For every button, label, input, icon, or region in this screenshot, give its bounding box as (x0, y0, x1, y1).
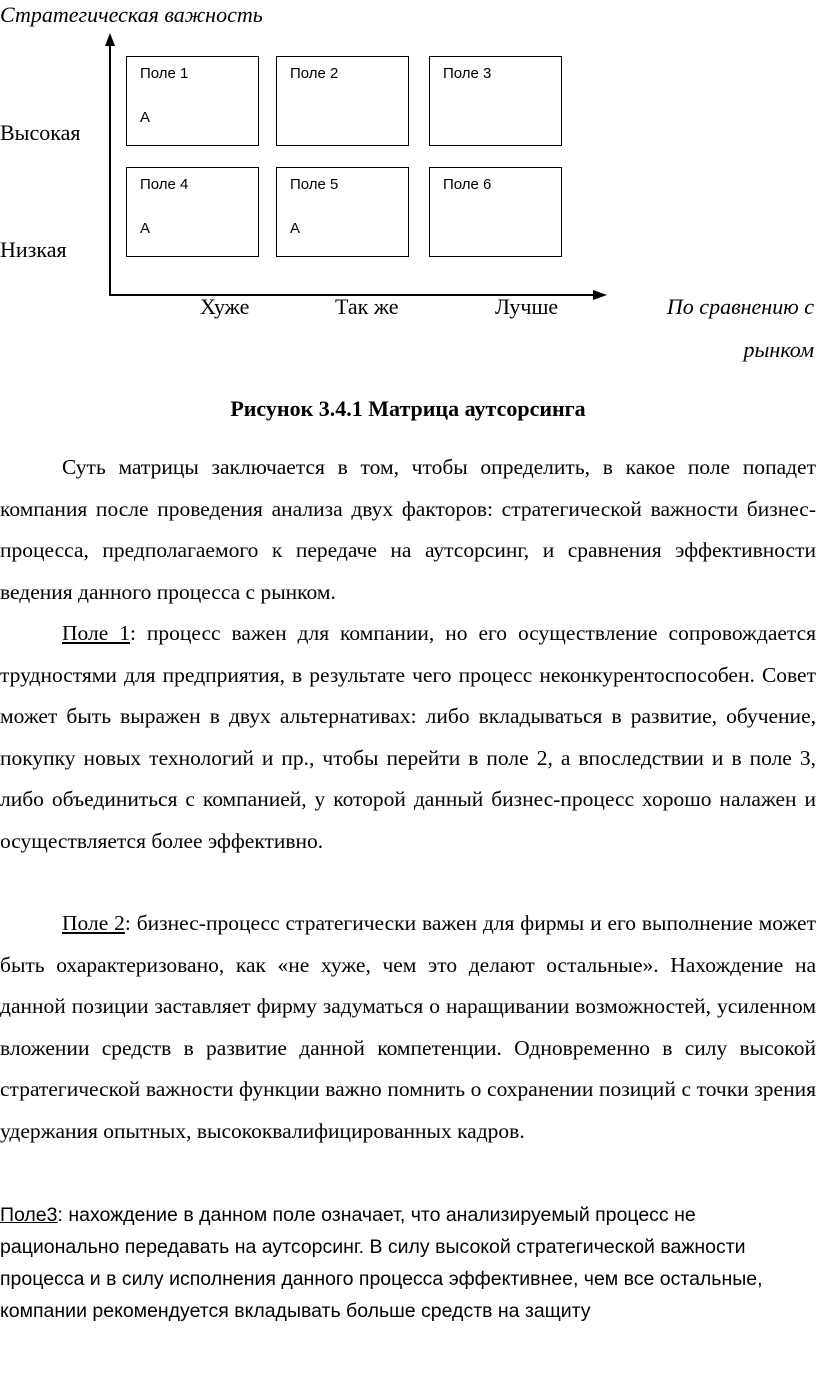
cell-name: Поле 6 (443, 176, 492, 193)
x-label-better: Лучше (495, 294, 559, 319)
term-field-2: Поле 2 (62, 911, 125, 935)
cell-mark: А (140, 220, 151, 237)
x-axis-arrow (593, 290, 607, 300)
y-axis-arrow (105, 33, 115, 46)
paragraph-field-3 (0, 1199, 790, 1327)
paragraph-field-1-text: : процесс важен для компании, но его осуществление сопровождается трудностями для предприятия, в результате чего процесс неконкурентоспособен. Совет может быть выражен в двух альтернативах: либо вкладываться в развитие, обучение, покупку новых технологий и пр., чтобы перейти в поле 2, а впоследствии и в поле 3, либо объединиться с компанией, у которой данный бизнес-процесс хорошо налажен и осуществляется более эффективно. (0, 621, 816, 853)
x-label-worse: Хуже (200, 294, 250, 319)
y-label-low: Низкая (0, 237, 67, 262)
cell-name: Поле 1 (140, 65, 189, 82)
matrix-cell-3 (429, 56, 562, 146)
cell-name: Поле 3 (443, 65, 492, 82)
cell-mark: А (140, 109, 151, 126)
x-axis-title-line2: рынком (743, 337, 814, 362)
paragraph-field-1 (0, 613, 816, 862)
figure-caption: Рисунок 3.4.1 Матрица аутсорсинга (230, 396, 586, 421)
x-label-same: Так же (335, 294, 399, 319)
term-field-3: Поле3 (0, 1204, 58, 1226)
y-label-high: Высокая (0, 120, 81, 145)
y-axis-title: Стратегическая важность (0, 2, 263, 27)
paragraph-field-3-text: : нахождение в данном поле означает, что анализируемый процесс не рационально передавать на аутсорсинг. В силу высокой стратегической важности процесса и в силу исполнения данного процесса эффективнее, чем все остальные, компании рекомендуется вкладывать больше средств на защиту (0, 1204, 763, 1322)
matrix-cell-6 (429, 167, 562, 257)
paragraph-field-2 (0, 903, 816, 1152)
cell-name: Поле 2 (290, 65, 339, 82)
cell-mark: А (290, 220, 301, 237)
matrix-cell-4 (126, 167, 259, 257)
matrix-cell-2 (276, 56, 409, 146)
term-field-1: Поле 1 (62, 621, 130, 645)
paragraph-field-2-text: : бизнес-процесс стратегически важен для фирмы и его выполнение может быть охарактеризовано, как «не хуже, чем это делают остальные». Нахождение на данной позиции заставляет фирму задуматься о наращивании возможностей, усиленном вложении средств в развитие данной компетенции. Одновременно в силу высокой стратегической важности функции важно помнить о сохранении позиций с точки зрения удержания опытных, высококвалифицированных кадров. (0, 911, 816, 1143)
cell-name: Поле 5 (290, 176, 339, 193)
x-axis-title-line1: По сравнению с (666, 294, 814, 319)
matrix-cell-5 (276, 167, 409, 257)
paragraph-intro: Суть матрицы заключается в том, чтобы определить, в какое поле попадет компания после проведения анализа двух факторов: стратегической важности бизнес-процесса, предполагаемого к передаче на аутсорсинг, и сравнения эффективности ведения данного процесса с рынком. (0, 455, 816, 604)
matrix-cell-1 (126, 56, 259, 146)
cell-name: Поле 4 (140, 176, 189, 193)
